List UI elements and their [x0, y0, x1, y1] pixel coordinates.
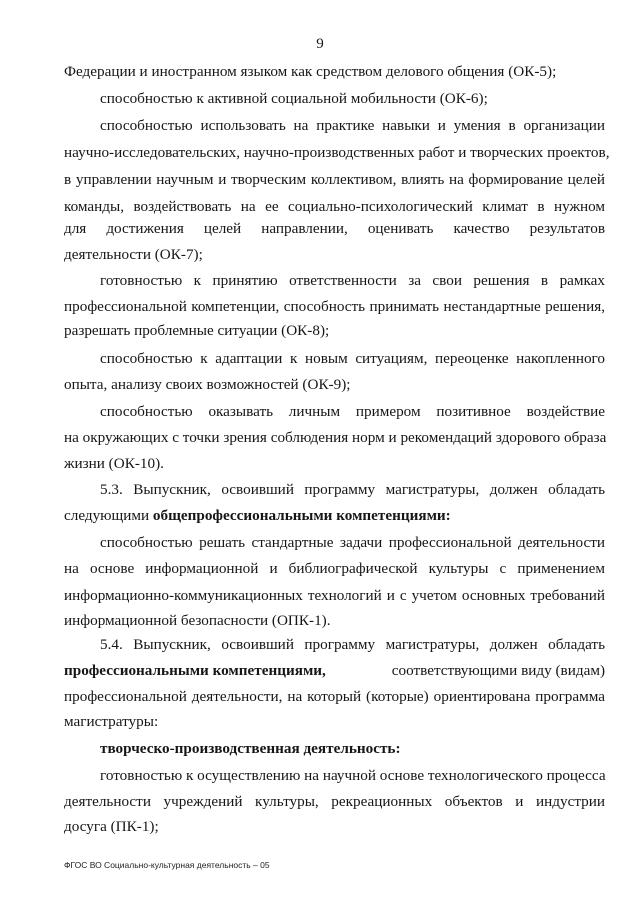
text-line: информационно-коммуникационных технологий и с учетом основных требований: [64, 587, 605, 604]
text-line: [64, 662, 605, 680]
text-line: жизни (ОК-10).: [64, 455, 164, 472]
bold-heading: общепрофессиональными компетенциями:: [152, 507, 451, 524]
text-line: способностью к активной социальной мобильности (ОК-6);: [100, 90, 488, 107]
text-line: информационной безопасности (ОПК-1).: [64, 612, 331, 629]
text-line: магистратуры:: [64, 713, 159, 730]
text-line: в управлении научным и творческим коллективом, влиять на формирование целей: [64, 171, 605, 188]
bold-heading: профессиональными компетенциями,: [64, 662, 326, 679]
text-line: разрешать проблемные ситуации (ОК-8);: [64, 322, 330, 339]
page-number: 9: [316, 36, 324, 52]
text-line: научно-исследовательских, научно-производственных работ и творческих проектов,: [64, 144, 610, 161]
text-line: способностью к адаптации к новым ситуациям, переоценке накопленного: [100, 350, 605, 367]
text-line: способностью использовать на практике навыки и умения в организации: [100, 117, 605, 134]
text-line: для достижения целей направлении, оценивать качество результатов: [64, 220, 605, 237]
text-line: на окружающих с точки зрения соблюдения норм и рекомендаций здорового образа: [64, 429, 607, 446]
text-line: деятельности учреждений культуры, рекреационных объектов и индустрии: [64, 793, 605, 810]
text-line: [64, 507, 605, 525]
text-line: Федерации и иностранном языком как средством делового общения (ОК-5);: [64, 63, 557, 80]
text-line: способностью решать стандартные задачи профессиональной деятельности: [100, 534, 605, 551]
text-line: опыта, анализу своих возможностей (ОК-9);: [64, 376, 351, 393]
text-run: следующими: [64, 507, 153, 524]
text-line: профессиональной деятельности, на который (которые) ориентирована программа: [64, 688, 605, 705]
text-line: готовностью к принятию ответственности за свои решения в рамках: [100, 272, 605, 289]
text-line: профессиональной компетенции, способность принимать нестандартные решения,: [64, 298, 605, 315]
text-line: деятельности (ОК-7);: [64, 246, 203, 263]
text-line: на основе информационной и библиографической культуры с применением: [64, 560, 605, 577]
text-line: 5.3. Выпускник, освоивший программу магистратуры, должен обладать: [100, 481, 605, 498]
text-line: досуга (ПК-1);: [64, 818, 159, 835]
page-footer: ФГОС ВО Социально-культурная деятельность – 05: [64, 860, 270, 870]
text-line: готовностью к осуществлению на научной основе технологического процесса: [100, 767, 606, 784]
text-line: команды, воздействовать на ее социально-психологический климат в нужном: [64, 198, 605, 215]
text-line: способностью оказывать личным примером позитивное воздействие: [100, 403, 605, 420]
text-line: 5.4. Выпускник, освоивший программу магистратуры, должен обладать: [100, 636, 605, 653]
text-run: соответствующими виду (видам): [387, 662, 605, 679]
section-heading: творческо-производственная деятельность:: [100, 740, 401, 757]
